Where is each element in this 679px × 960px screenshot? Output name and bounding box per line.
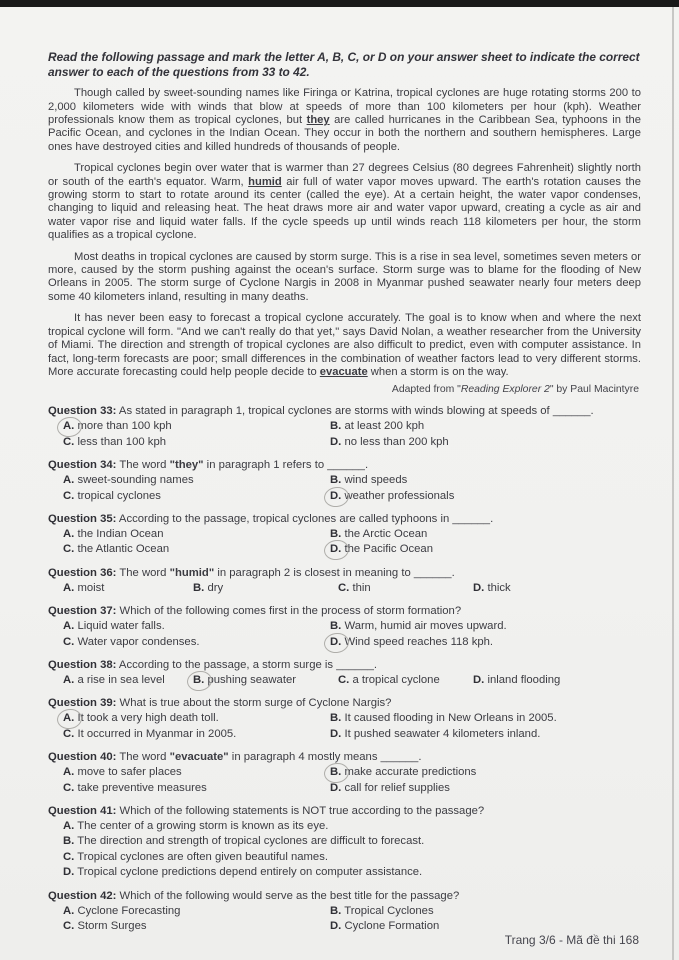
text-segment: when a storm is on the way. — [367, 365, 509, 378]
options-group — [63, 619, 641, 650]
option-text: thick — [484, 581, 511, 594]
option-text: the Pacific Ocean — [341, 543, 433, 556]
option-41-B — [63, 834, 641, 849]
options-group — [63, 673, 641, 688]
question-label: Question 42: — [48, 889, 117, 902]
option-text: pushing seawater — [204, 673, 297, 686]
option-letter: D. — [473, 673, 485, 686]
option-letter: B. — [330, 527, 342, 540]
option-text: thin — [349, 581, 371, 594]
text-segment: According to the passage, a storm surge is ______. — [116, 658, 378, 671]
option-letter: B. — [330, 420, 342, 433]
text-segment: It has never been easy to forecast a tropical cyclone accurately. The goal is to know when and where the next tropical cyclone will form. "And we can't really do that yet," says David Nolan, a weather researcher from the University of Miami. The direction and strength of tropical cyclones are also difficult to predict, even with computer assistance. In fact, long-term forecasts are poor; small differences in the combination of weather factors lead to very different storms. More accurate forecasting could help people decide to — [48, 312, 641, 378]
options-group — [63, 527, 641, 558]
option-letter: C. — [63, 781, 75, 794]
option-letter: B. — [330, 474, 342, 487]
option-letter: D. — [473, 581, 485, 594]
question-39 — [48, 696, 641, 742]
option-text: tropical cyclones — [74, 489, 161, 502]
option-40-C — [63, 781, 330, 796]
option-35-B — [330, 527, 641, 542]
text-segment: "evacuate" — [169, 751, 229, 764]
option-text: sweet-sounding names — [74, 474, 194, 487]
options-group — [63, 419, 641, 450]
option-33-A — [63, 419, 330, 434]
option-text: less than 100 kph — [74, 435, 167, 448]
option-34-B — [330, 473, 641, 488]
option-letter-pencil-circled: A. — [63, 711, 74, 726]
option-text: weather professionals — [341, 489, 455, 502]
question-35 — [48, 512, 641, 558]
option-letter: C. — [63, 435, 75, 448]
text-segment: Which of the following comes first in the process of storm formation? — [116, 605, 462, 618]
option-35-A — [63, 527, 330, 542]
question-label: Question 33: — [48, 405, 117, 418]
option-text: no less than 200 kph — [341, 435, 449, 448]
option-text: Tropical Cyclones — [341, 904, 434, 917]
option-text: Wind speed reaches 118 kph. — [341, 635, 494, 648]
option-text: wind speeds — [341, 474, 408, 487]
option-letter: B. — [63, 835, 75, 848]
option-41-C — [63, 850, 641, 865]
option-38-A — [63, 673, 193, 688]
option-text: It pushed seawater 4 kilometers inland. — [341, 727, 541, 740]
option-39-D — [330, 727, 641, 742]
text-segment: According to the passage, tropical cyclones are called typhoons in ______. — [116, 512, 494, 525]
question-label: Question 37: — [48, 605, 117, 618]
option-letter: C. — [63, 489, 75, 502]
option-letter: D. — [330, 920, 342, 933]
option-letter: A. — [63, 766, 75, 779]
option-letter: A. — [63, 581, 75, 594]
text-segment: in paragraph 2 is closest in meaning to ______. — [214, 566, 455, 579]
text-segment: "humid" — [169, 566, 215, 579]
option-letter: D. — [63, 866, 75, 879]
text-segment: Reading Explorer 2 — [460, 384, 550, 396]
text-segment: The word — [116, 459, 170, 472]
question-36 — [48, 566, 641, 596]
option-text: Tropical cyclones are often given beautiful names. — [74, 850, 329, 863]
option-text: dry — [204, 581, 224, 594]
question-label: Question 41: — [48, 805, 117, 817]
question-label: Question 36: — [48, 566, 117, 579]
options-group — [63, 581, 641, 596]
text-segment: in paragraph 1 refers to ______. — [203, 459, 369, 472]
question-label: Question 34: — [48, 459, 117, 472]
option-letter: C. — [63, 850, 75, 863]
option-text: a tropical cyclone — [349, 673, 440, 686]
option-letter-pencil-circled: A. — [63, 419, 74, 434]
option-text: It took a very high death toll. — [74, 712, 219, 725]
option-34-D — [330, 489, 641, 504]
option-letter: A. — [63, 904, 75, 917]
text-segment: in paragraph 4 mostly means ______. — [228, 751, 422, 764]
option-37-C — [63, 635, 330, 650]
question-prompt — [48, 512, 641, 527]
option-37-A — [63, 619, 330, 634]
option-42-C — [63, 919, 330, 934]
option-letter-pencil-circled: B. — [330, 765, 341, 780]
passage-paragraph — [48, 251, 641, 305]
text-segment: Though called by sweet-sounding names like Firinga or Katrina, tropical cyclones are huge rotating storms 200 to 2,000 kilometers wide with winds that blow at speeds of more than 100 kilometers per hour (kph). Weather professionals know them as tropical cyclones, but — [48, 87, 641, 126]
question-42 — [48, 889, 641, 935]
option-text: Cyclone Forecasting — [74, 904, 181, 917]
option-34-C — [63, 489, 330, 504]
option-42-B — [330, 904, 641, 919]
option-41-A — [63, 819, 641, 834]
text-segment: Which of the following statements is NOT true according to the passage? — [116, 805, 485, 817]
passage-paragraph — [48, 312, 641, 379]
option-text: moist — [74, 581, 105, 594]
passage-paragraph — [48, 162, 641, 242]
text-segment: are called hurricanes in the Caribbean Sea, typhoons in the Pacific Ocean, and cyclones in the Indian Ocean. They occur in both the northern and southern hemispheres. Large ones have destroyed cities and killed hundreds of thousands of people. — [48, 114, 642, 153]
option-letter: C. — [338, 673, 350, 686]
question-41 — [48, 804, 641, 881]
option-letter: A. — [63, 820, 75, 832]
underlined-term: humid — [248, 175, 282, 188]
option-39-A — [63, 711, 330, 726]
question-33 — [48, 404, 641, 450]
option-38-C — [338, 673, 473, 688]
question-label: Question 39: — [48, 697, 117, 710]
question-38 — [48, 658, 641, 688]
text-segment: The word — [116, 751, 170, 764]
option-37-D — [330, 635, 641, 650]
option-text: at least 200 kph — [341, 420, 425, 433]
option-letter: A. — [63, 527, 75, 540]
question-prompt — [48, 696, 641, 711]
question-prompt — [48, 604, 641, 619]
option-36-C — [338, 581, 473, 596]
option-34-A — [63, 473, 330, 488]
text-segment: The word — [116, 566, 170, 579]
option-letter: A. — [63, 620, 75, 633]
option-letter-pencil-circled: D. — [330, 635, 341, 650]
option-36-D — [473, 581, 641, 596]
option-text: move to safer places — [74, 766, 182, 779]
options-group — [63, 473, 641, 504]
option-40-B — [330, 765, 641, 780]
option-text: the Arctic Ocean — [341, 527, 428, 540]
options-group — [63, 904, 641, 935]
underlined-term: they — [306, 114, 330, 126]
question-list — [48, 404, 641, 934]
question-prompt — [48, 658, 641, 673]
instruction-text: Read the following passage and mark the letter A, B, C, or D on your answer sheet to indicate the correct answer to each of the questions from 33 to 42. — [48, 50, 640, 79]
option-letter: D. — [330, 781, 342, 794]
options-group — [63, 765, 641, 796]
option-33-D — [330, 435, 641, 450]
option-text: It occurred in Myanmar in 2005. — [74, 727, 237, 740]
question-34 — [48, 458, 641, 504]
option-letter: D. — [330, 435, 342, 448]
option-text: call for relief supplies — [341, 781, 450, 794]
options-group — [63, 711, 641, 742]
text-segment: air full of water vapor moves upward. The earth's rotation causes the growing storm to start to rotate around its center (called the eye). At a certain height, the water vapor condenses, changing to liquid and releasing heat. The heat draws more air and water vapor upward, creating a cycle as air and water vapor rise and liquid water falls. If the cycle speeds up until winds reach 118 kilometers per hour, the storm qualifies as a tropical cyclone. — [48, 175, 642, 242]
option-letter: D. — [330, 727, 342, 740]
option-text: It caused flooding in New Orleans in 2005. — [341, 712, 557, 725]
options-group — [63, 819, 641, 881]
option-40-A — [63, 765, 330, 780]
option-letter: C. — [63, 635, 75, 648]
question-prompt — [48, 889, 641, 904]
text-segment: Most deaths in tropical cyclones are caused by storm surge. This is a rise in sea level, sometimes seven meters or more, caused by the storm pushing against the ocean's surface. Storm surge was to blame for the flooding of New Orleans in 2005. The storm surge of Cyclone Nargis in 2008 in Myanmar pushed seawater nearly four meters deep some 40 kilometers inland, resulting in many deaths. — [48, 250, 641, 303]
option-text: the Atlantic Ocean — [74, 543, 170, 556]
option-42-A — [63, 904, 330, 919]
text-segment: What is true about the storm surge of Cyclone Nargis? — [116, 697, 392, 710]
option-33-B — [330, 419, 641, 434]
option-38-D — [473, 673, 641, 688]
text-segment: Adapted from " — [391, 384, 461, 396]
option-text: more than 100 kph — [74, 420, 172, 433]
option-text: Warm, humid air moves upward. — [341, 620, 507, 633]
question-label: Question 35: — [48, 512, 117, 525]
option-letter: C. — [63, 920, 75, 933]
option-letter: C. — [338, 581, 350, 594]
option-36-A — [63, 581, 193, 596]
option-letter: C. — [63, 727, 75, 740]
option-letter: C. — [63, 543, 75, 556]
question-prompt — [48, 566, 641, 581]
option-letter-pencil-circled: D. — [330, 489, 341, 504]
option-text: take preventive measures — [74, 781, 207, 794]
option-41-D — [63, 865, 641, 880]
question-label: Question 38: — [48, 658, 117, 671]
option-text: The center of a growing storm is known as its eye. — [74, 820, 329, 832]
option-letter-pencil-circled: B. — [193, 673, 204, 688]
question-prompt — [48, 458, 641, 473]
page-footer: Trang 3/6 - Mã đề thi 168 — [504, 933, 639, 947]
question-prompt — [48, 804, 641, 819]
question-37 — [48, 604, 641, 650]
option-text: Water vapor condenses. — [74, 635, 200, 648]
option-text: a rise in sea level — [74, 673, 165, 686]
reading-passage — [48, 87, 641, 379]
option-letter: B. — [330, 712, 342, 725]
option-37-B — [330, 619, 641, 634]
text-segment: Tropical cyclones begin over water that is warmer than 27 degrees Celsius (80 degrees Fahrenheit) slightly north or south of the earth's equator. Warm, — [48, 162, 641, 188]
text-segment: "they" — [169, 459, 204, 472]
question-prompt — [48, 750, 641, 765]
option-text: Tropical cyclone predictions depend entirely on computer assistance. — [74, 866, 423, 879]
option-38-B — [193, 673, 338, 688]
option-text: Cyclone Formation — [341, 920, 440, 933]
option-text: Liquid water falls. — [74, 620, 165, 633]
option-text: inland flooding — [484, 673, 561, 686]
option-text: make accurate predictions — [341, 766, 477, 779]
option-33-C — [63, 435, 330, 450]
text-segment: Which of the following would serve as the best title for the passage? — [116, 889, 460, 902]
option-letter: B. — [193, 581, 205, 594]
option-36-B — [193, 581, 338, 596]
text-segment: " by Paul Macintyre — [549, 384, 639, 396]
text-segment: As stated in paragraph 1, tropical cyclones are storms with winds blowing at speeds of ______. — [116, 405, 594, 418]
question-40 — [48, 750, 641, 796]
option-letter: B. — [330, 904, 342, 917]
question-label: Question 40: — [48, 751, 117, 764]
option-35-C — [63, 542, 330, 557]
option-35-D — [330, 542, 641, 557]
source-attribution — [48, 383, 639, 396]
option-39-C — [63, 727, 330, 742]
option-letter: B. — [330, 620, 342, 633]
option-letter: A. — [63, 673, 75, 686]
option-text: Storm Surges — [74, 920, 147, 933]
option-39-B — [330, 711, 641, 726]
option-text: the Indian Ocean — [74, 527, 164, 540]
option-letter-pencil-circled: D. — [330, 542, 341, 557]
option-letter: A. — [63, 474, 75, 487]
passage-paragraph — [48, 87, 641, 154]
underlined-term: evacuate — [319, 365, 368, 378]
question-prompt — [48, 404, 641, 419]
option-40-D — [330, 781, 641, 796]
option-text: The direction and strength of tropical cyclones are difficult to forecast. — [74, 835, 425, 848]
